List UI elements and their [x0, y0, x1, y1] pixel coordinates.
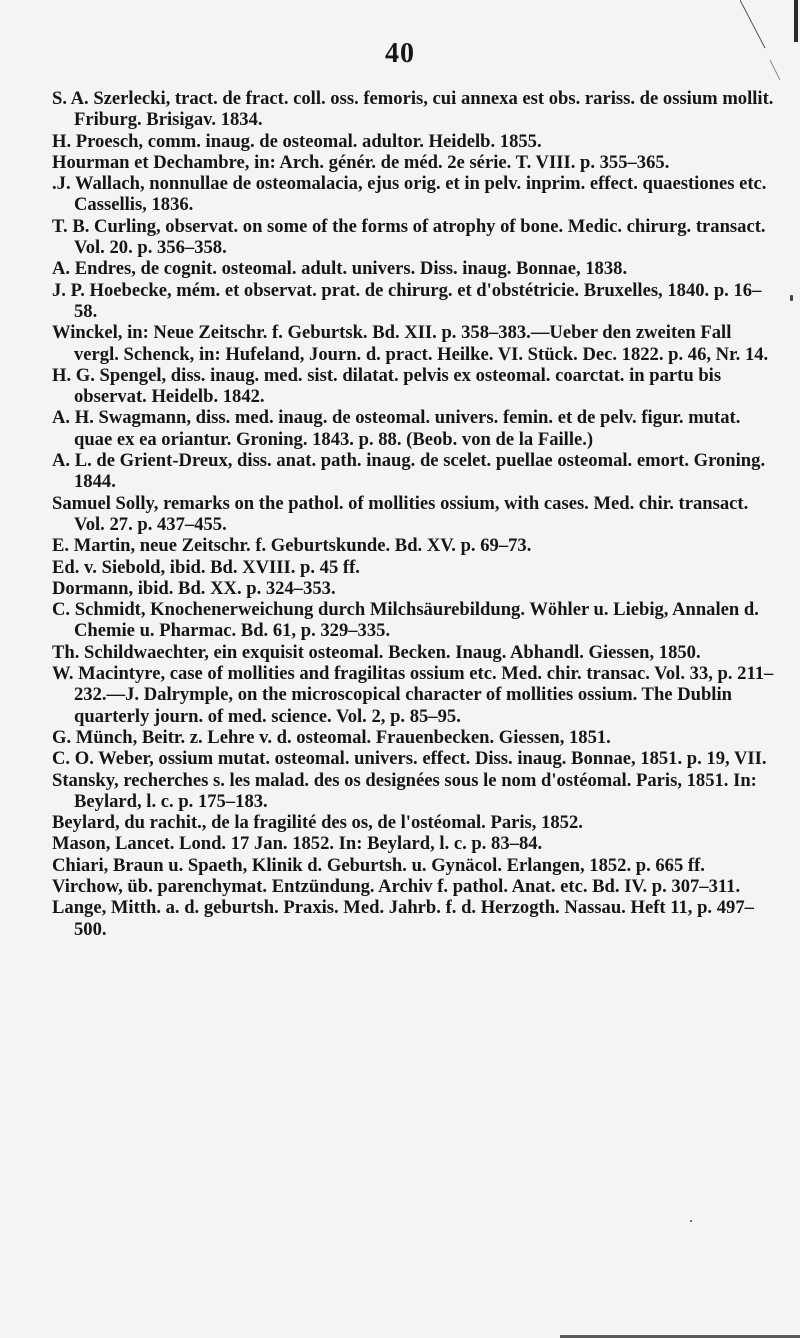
reference-entry: Lange, Mitth. a. d. geburtsh. Praxis. Med. Jahrb. f. d. Herzogth. Nassau. Heft 11, p. 497–500. — [52, 897, 754, 940]
page-number: 40 — [385, 38, 415, 69]
reference-entry: S. A. Szerlecki, tract. de fract. coll. oss. femoris, cui annexa est obs. rariss. de ossium mollit. Friburg. Brisigav. 1834. — [52, 88, 774, 131]
reference-entry: Winckel, in: Neue Zeitschr. f. Geburtsk. Bd. XII. p. 358–383.—Ueber den zweiten Fall vergl. Schenck, in: Hufeland, Journ. d. pract. Heilke. VI. Stück. Dec. 1822. p. 46, Nr. 14. — [52, 322, 769, 365]
reference-entry: Hourman et Dechambre, in: Arch. génér. de méd. 2e série. T. VIII. p. 355–365. — [52, 151, 670, 173]
reference-entry: C. Schmidt, Knochenerweichung durch Milchsäurebildung. Wöhler u. Liebig, Annalen d. Chemie u. Pharmac. Bd. 61, p. 329–335. — [52, 599, 759, 642]
reference-entry: Mason, Lancet. Lond. 17 Jan. 1852. In: Beylard, l. c. p. 83–84. — [52, 833, 543, 855]
reference-entry: G. Münch, Beitr. z. Lehre v. d. osteomal. Frauenbecken. Giessen, 1851. — [52, 726, 611, 748]
reference-entry: Th. Schildwaechter, ein exquisit osteomal. Becken. Inaug. Abhandl. Giessen, 1850. — [52, 641, 701, 663]
reference-entry: Dormann, ibid. Bd. XX. p. 324–353. — [52, 577, 336, 599]
reference-entry: A. Endres, de cognit. osteomal. adult. univers. Diss. inaug. Bonnae, 1838. — [52, 258, 628, 280]
reference-entry: Virchow, üb. parenchymat. Entzündung. Archiv f. pathol. Anat. etc. Bd. IV. p. 307–311. — [52, 875, 741, 897]
reference-entry: T. B. Curling, observat. on some of the forms of atrophy of bone. Medic. chirurg. transact. Vol. 20. p. 356–358. — [52, 215, 766, 259]
scan-speck — [690, 1220, 692, 1222]
reference-entry: J. P. Hoebecke, mém. et observat. prat. de chirurg. et d'obstétricie. Bruxelles, 1840. p. 16–58. — [52, 279, 762, 322]
reference-entry: H. G. Spengel, diss. inaug. med. sist. dilatat. pelvis ex osteomal. coarctat. in partu bis observat. Heidelb. 1842. — [52, 364, 722, 408]
reference-entry: Beylard, du rachit., de la fragilité des os, de l'ostéomal. Paris, 1852. — [52, 812, 583, 834]
scan-speck — [790, 295, 793, 301]
reference-entry: A. L. de Grient-Dreux, diss. anat. path. inaug. de scelet. puellae osteomal. emort. Groning. 1844. — [52, 450, 766, 493]
reference-entry: H. Proesch, comm. inaug. de osteomal. adultor. Heidelb. 1855. — [52, 130, 542, 152]
reference-entry: Samuel Solly, remarks on the pathol. of mollities ossium, with cases. Med. chir. transact. Vol. 27. p. 437–455. — [52, 492, 749, 535]
reference-entry: Ed. v. Siebold, ibid. Bd. XVIII. p. 45 ff. — [52, 556, 360, 578]
reference-entry: Stansky, recherches s. les malad. des os designées sous le nom d'ostéomal. Paris, 1851. In: Beylard, l. c. p. 175–183. — [52, 769, 757, 812]
reference-entry: W. Macintyre, case of mollities and fragilitas ossium etc. Med. chir. transac. Vol. 33, p. 211–232.—J. Dalrymple, on the microscopical character of mollities ossium. The Dublin quarterly journ. of med. science. Vol. 2, p. 85–95. — [52, 663, 774, 727]
reference-list — [52, 88, 777, 940]
reference-entry: E. Martin, neue Zeitschr. f. Geburtskunde. Bd. XV. p. 69–73. — [52, 535, 532, 557]
reference-entry: .J. Wallach, nonnullae de osteomalacia, ejus orig. et in pelv. inprim. effect. quaestiones etc. Cassellis, 1836. — [52, 173, 767, 216]
reference-entry: C. O. Weber, ossium mutat. osteomal. univers. effect. Diss. inaug. Bonnae, 1851. p. 19, VII. — [52, 748, 767, 770]
reference-entry: A. H. Swagmann, diss. med. inaug. de osteomal. univers. femin. et de pelv. figur. mutat. quae ex ea oriantur. Groning. 1843. p. 88. (Beob. von de la Faille.) — [52, 407, 741, 450]
reference-entry: Chiari, Braun u. Spaeth, Klinik d. Geburtsh. u. Gynäcol. Erlangen, 1852. p. 665 ff. — [52, 854, 705, 876]
